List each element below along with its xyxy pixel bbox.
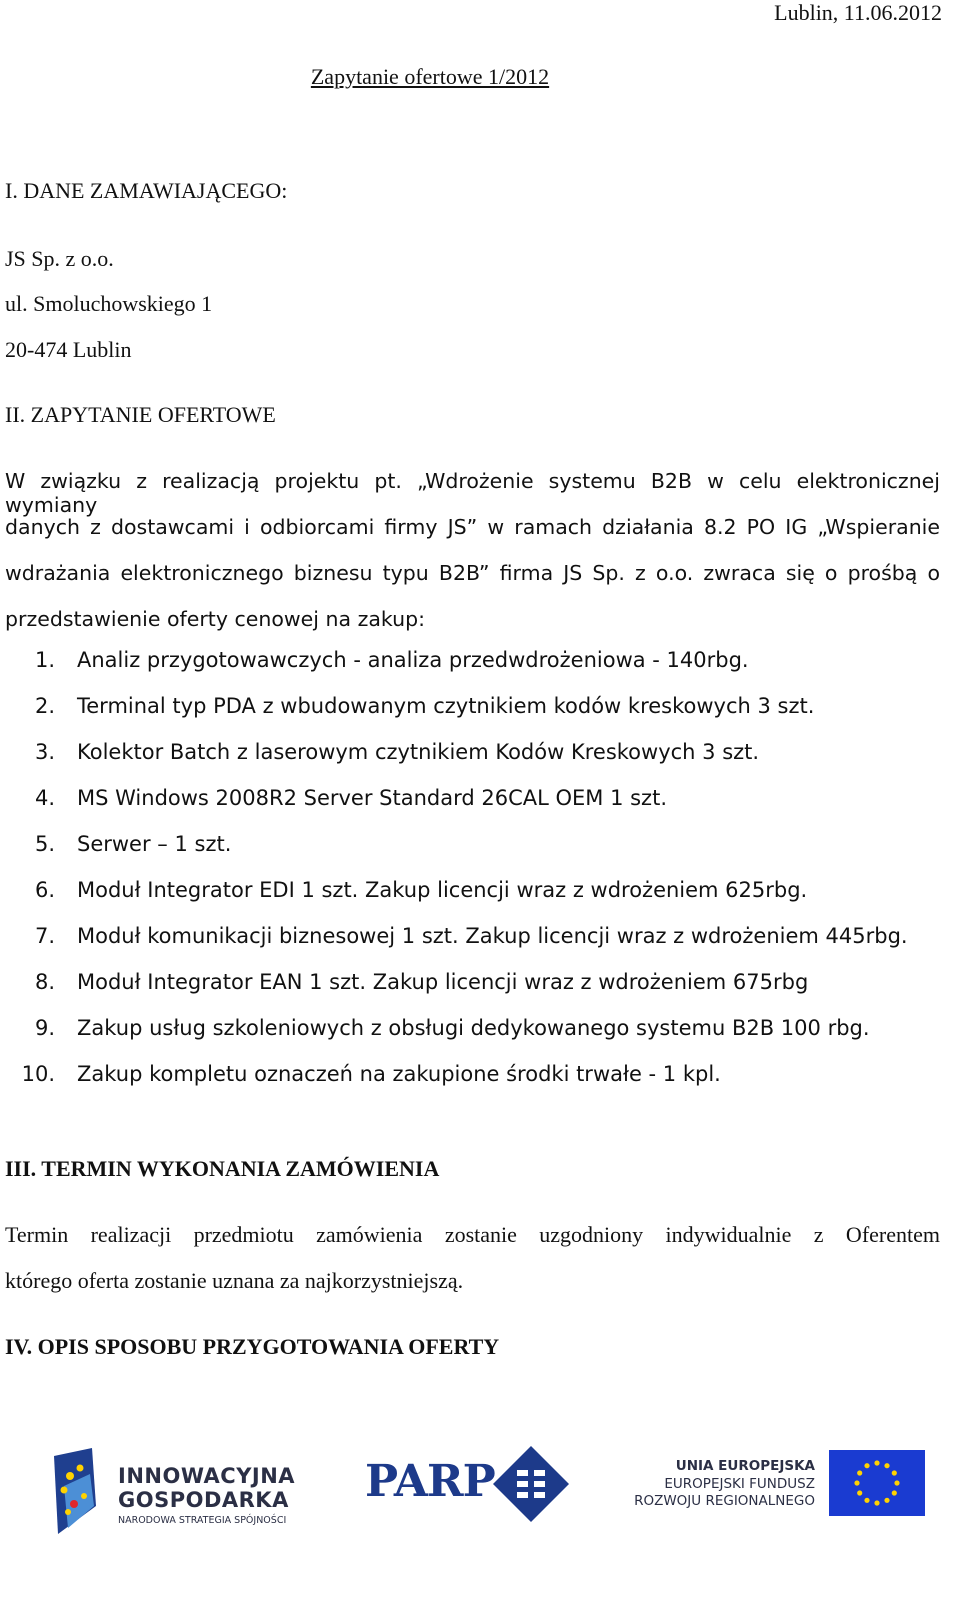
list-item-number: 8.: [34, 970, 55, 994]
innowacyjna-gospodarka-logo: [50, 1442, 310, 1552]
eu-logo-line-3: ROZWOJU REGIONALNEGO: [634, 1493, 815, 1509]
list-item-text: Kolektor Batch z laserowym czytnikiem Kodów Kreskowych 3 szt.: [77, 740, 760, 764]
parp-emblem-icon: [493, 1446, 569, 1522]
section-1-heading: I. DANE ZAMAWIAJĄCEGO:: [5, 178, 288, 203]
innowacyjna-gospodarka-line-2: GOSPODARKA: [118, 1488, 289, 1512]
section-2-heading: II. ZAPYTANIE OFERTOWE: [5, 402, 276, 427]
list-item-text: Terminal typ PDA z wbudowanym czytnikiem kodów kreskowych 3 szt.: [77, 694, 815, 718]
list-item-text: Zakup kompletu oznaczeń na zakupione środki trwałe - 1 kpl.: [77, 1062, 721, 1086]
innowacyjna-gospodarka-line-1: INNOWACYJNA: [118, 1464, 296, 1488]
eu-logo-line-1: UNIA EUROPEJSKA: [675, 1458, 815, 1474]
address-line-company: JS Sp. z o.o.: [5, 246, 114, 271]
deadline-text-line-1: Termin realizacji przedmiotu zamówienia zostanie uzgodniony indywidualnie z Oferentem: [5, 1222, 940, 1247]
list-item-text: Serwer – 1 szt.: [77, 832, 232, 856]
list-item-number: 6.: [34, 878, 55, 902]
list-item-number: 2.: [34, 694, 55, 718]
list-item-number: 1.: [34, 648, 55, 672]
innowacyjna-gospodarka-line-3: NARODOWA STRATEGIA SPÓJNOŚCI: [118, 1515, 287, 1526]
footer-logos: [0, 1420, 960, 1601]
list-item-number: 9.: [34, 1016, 55, 1040]
intro-line-1: W związku z realizacją projektu pt. „Wdrożenie systemu B2B w celu elektronicznej wymiany: [5, 469, 940, 517]
deadline-text-line-2: którego oferta zostanie uznana za najkorzystniejszą.: [5, 1268, 464, 1293]
list-item-text: Moduł Integrator EDI 1 szt. Zakup licencji wraz z wdrożeniem 625rbg.: [77, 878, 808, 902]
list-item-number: 3.: [34, 740, 55, 764]
section-3-heading: III. TERMIN WYKONANIA ZAMÓWIENIA: [5, 1156, 440, 1181]
eu-flag-icon: [829, 1450, 925, 1516]
document-date: Lublin, 11.06.2012: [774, 0, 942, 25]
intro-line-4: przedstawienie oferty cenowej na zakup:: [5, 607, 426, 631]
address-line-city: 20-474 Lublin: [5, 337, 132, 362]
innowacyjna-gospodarka-emblem-icon: [50, 1446, 110, 1536]
intro-line-2: danych z dostawcami i odbiorcami firmy JS” w ramach działania 8.2 PO IG „Wspieranie: [5, 515, 940, 539]
list-item-text: Moduł Integrator EAN 1 szt. Zakup licencji wraz z wdrożeniem 675rbg: [77, 970, 809, 994]
address-line-street: ul. Smoluchowskiego 1: [5, 291, 213, 316]
list-item-number: 5.: [34, 832, 55, 856]
list-item-text: Zakup usług szkoleniowych z obsługi dedykowanego systemu B2B 100 rbg.: [77, 1016, 870, 1040]
list-item-text: MS Windows 2008R2 Server Standard 26CAL OEM 1 szt.: [77, 786, 667, 810]
list-item-number: 4.: [34, 786, 55, 810]
eu-logo-line-2: EUROPEJSKI FUNDUSZ: [664, 1476, 815, 1492]
eu-erdf-logo: [634, 1448, 925, 1538]
parp-logo: [365, 1442, 575, 1532]
parp-logo-text: PARP: [365, 1456, 495, 1507]
document-title: Zapytanie ofertowe 1/2012: [310, 64, 550, 89]
list-item-text: Analiz przygotowawczych - analiza przedwdrożeniowa - 140rbg.: [77, 648, 749, 672]
list-item-number: 10.: [21, 1062, 55, 1086]
section-4-heading: IV. OPIS SPOSOBU PRZYGOTOWANIA OFERTY: [5, 1334, 500, 1359]
intro-line-3: wdrażania elektronicznego biznesu typu B2B” firma JS Sp. z o.o. zwraca się o prośbą o: [5, 561, 940, 585]
list-item-text: Moduł komunikacji biznesowej 1 szt. Zakup licencji wraz z wdrożeniem 445rbg.: [77, 924, 908, 948]
list-item-number: 7.: [34, 924, 55, 948]
